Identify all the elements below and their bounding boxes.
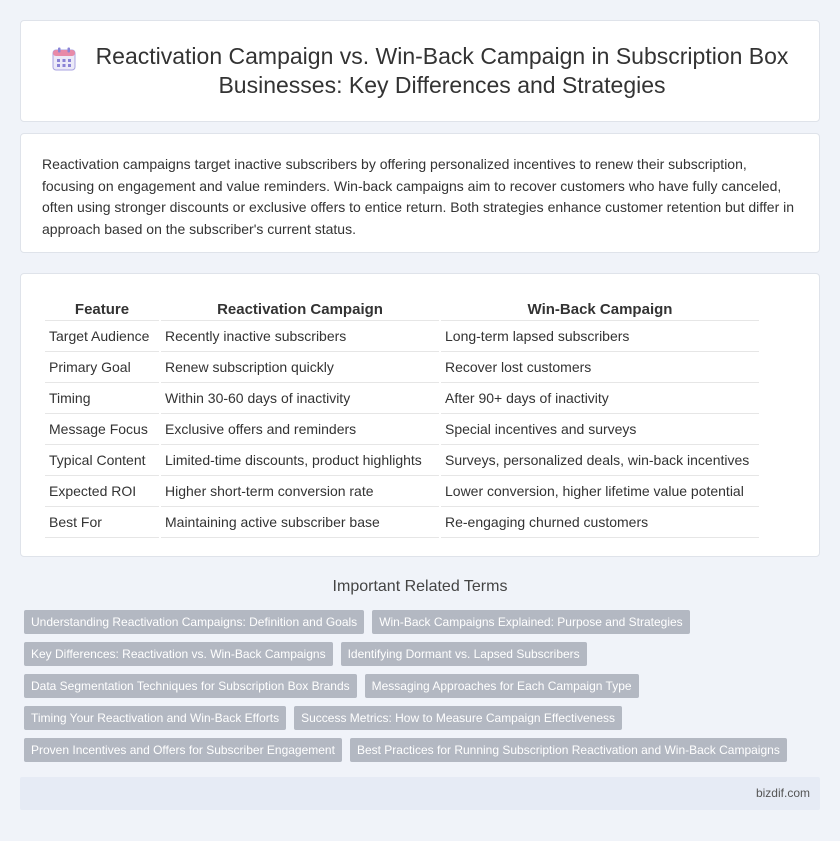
related-terms-heading: Important Related Terms — [332, 578, 508, 595]
table-cell-feature: Message Focus — [45, 414, 159, 445]
related-term-tag[interactable]: Win-Back Campaigns Explained: Purpose and Strategies — [372, 610, 690, 634]
comparison-table — [43, 295, 761, 538]
table-row — [45, 445, 759, 476]
footer — [20, 777, 820, 810]
table-cell-win-back: After 90+ days of inactivity — [441, 383, 759, 414]
related-term-tag[interactable]: Identifying Dormant vs. Lapsed Subscribers — [341, 642, 587, 666]
table-cell-reactivation: Exclusive offers and reminders — [161, 414, 439, 445]
tag-row — [24, 738, 824, 762]
tag-row — [24, 706, 824, 730]
comparison-card — [20, 273, 820, 557]
tag-row — [24, 642, 824, 666]
related-term-tag[interactable]: Timing Your Reactivation and Win-Back Efforts — [24, 706, 286, 730]
related-term-tag[interactable]: Success Metrics: How to Measure Campaign Effectiveness — [294, 706, 622, 730]
table-row — [45, 476, 759, 507]
table-cell-reactivation: Renew subscription quickly — [161, 352, 439, 383]
intro-card — [20, 133, 820, 253]
table-cell-win-back: Re-engaging churned customers — [441, 507, 759, 538]
table-cell-reactivation: Recently inactive subscribers — [161, 321, 439, 352]
table-cell-win-back: Long-term lapsed subscribers — [441, 321, 759, 352]
table-cell-win-back: Recover lost customers — [441, 352, 759, 383]
table-row — [45, 383, 759, 414]
related-term-tag[interactable]: Messaging Approaches for Each Campaign Type — [365, 674, 639, 698]
header-feature: Feature — [45, 295, 159, 321]
title-wrap — [21, 21, 819, 121]
table-cell-win-back: Special incentives and surveys — [441, 414, 759, 445]
related-term-tag[interactable]: Best Practices for Running Subscription Reactivation and Win-Back Campaigns — [350, 738, 787, 762]
related-term-tag[interactable]: Key Differences: Reactivation vs. Win-Back Campaigns — [24, 642, 333, 666]
table-cell-win-back: Lower conversion, higher lifetime value potential — [441, 476, 759, 507]
footer-brand[interactable]: bizdif.com — [755, 786, 810, 800]
related-term-tag[interactable]: Proven Incentives and Offers for Subscriber Engagement — [24, 738, 342, 762]
table-cell-feature: Typical Content — [45, 445, 159, 476]
table-row — [45, 352, 759, 383]
table-row — [45, 507, 759, 538]
table-row — [45, 321, 759, 352]
table-cell-feature: Primary Goal — [45, 352, 159, 383]
header-card — [20, 20, 820, 122]
table-cell-feature: Expected ROI — [45, 476, 159, 507]
table-header-row — [45, 295, 759, 321]
table-cell-feature: Target Audience — [45, 321, 159, 352]
intro-text: Reactivation campaigns target inactive subscribers by offering personalized incentives to renew their subscription, focusing on engagement and value reminders. Win-back campaigns aim to recover customers who have fully canceled, often using stronger discounts or exclusive offers to entice return. Both strategies enhance customer retention but differ in approach based on the subscriber's current status. — [42, 156, 795, 237]
related-term-tag[interactable]: Understanding Reactivation Campaigns: Definition and Goals — [24, 610, 364, 634]
tag-row — [24, 610, 824, 634]
header-win-back: Win-Back Campaign — [441, 295, 759, 321]
related-terms-list — [24, 610, 824, 770]
page-title: Reactivation Campaign vs. Win-Back Campaign in Subscription Box Businesses: Key Differences and Strategies — [95, 43, 789, 98]
table-cell-feature: Timing — [45, 383, 159, 414]
table-cell-reactivation: Limited-time discounts, product highlights — [161, 445, 439, 476]
table-cell-win-back: Surveys, personalized deals, win-back incentives — [441, 445, 759, 476]
table-row — [45, 414, 759, 445]
table-cell-reactivation: Within 30-60 days of inactivity — [161, 383, 439, 414]
table-cell-reactivation: Higher short-term conversion rate — [161, 476, 439, 507]
header-reactivation: Reactivation Campaign — [161, 295, 439, 321]
table-cell-feature: Best For — [45, 507, 159, 538]
table-cell-reactivation: Maintaining active subscriber base — [161, 507, 439, 538]
related-term-tag[interactable]: Data Segmentation Techniques for Subscription Box Brands — [24, 674, 357, 698]
tag-row — [24, 674, 824, 698]
calendar-icon — [51, 46, 77, 72]
